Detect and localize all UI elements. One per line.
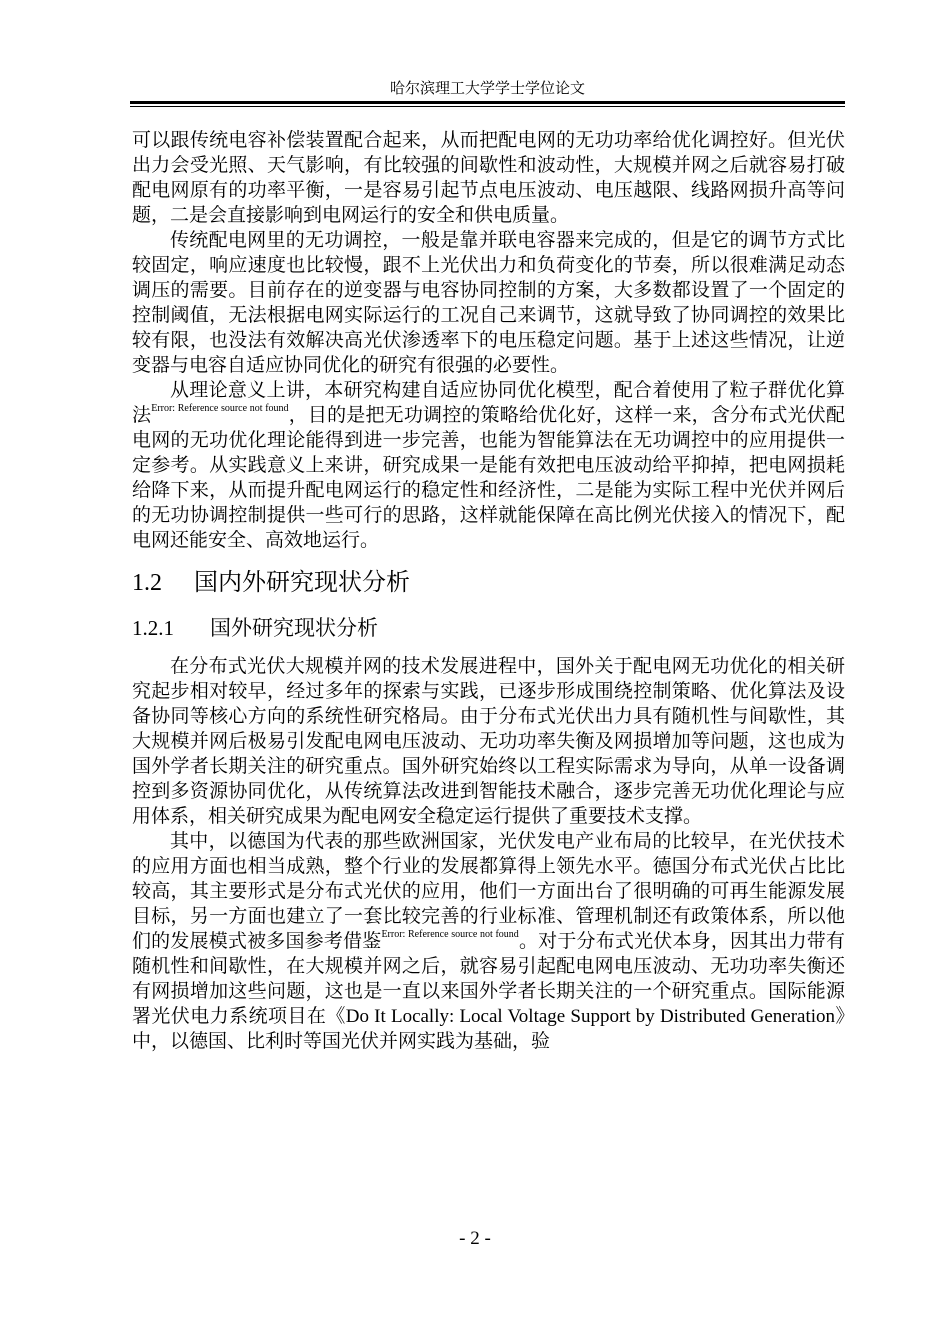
body-text (132, 128, 845, 1054)
report-title: Do It Locally: Local Voltage Support by Distributed Generation (345, 1006, 836, 1027)
paragraph-text: 其中，以德国为代表的那些欧洲国家，光伏发电产业布局的比较早，在光伏技术的应用方面也相当成熟，整个行业的发展都算得上领先水平。德国分布式光伏占比比较高，其主要形式是分布式光伏的应用，他们一方面出台了很明确的可再生能源发展目标，另一方面也建立了一套比较完善的行业标准、管理机制还有政策体系，所以他们的发展模式被多国参考借鉴 (132, 830, 845, 952)
paragraph-text: 从理论意义上讲，本研究构建自适应协同优化模型，配合着使用了粒子群优化算法 (132, 379, 845, 426)
subsection-title: 国外研究现状分析 (210, 616, 378, 640)
running-header: 哈尔滨理工大学学士学位论文 (389, 79, 585, 97)
paragraph (132, 829, 845, 1054)
paragraph: 传统配电网里的无功调控，一般是靠并联电容器来完成的，但是它的调节方式比较固定，响应速度也比较慢，跟不上光伏出力和负荷变化的节奏，所以很难满足动态调压的需要。目前存在的逆变器与电容协同控制的方案，大多数都设置了一个固定的控制阈值，无法根据电网实际运行的工况自己来调节，这就导致了协同调控的效果比较有限，也没法有效解决高光伏渗透率下的电压稳定问题。基于上述这些情况，让逆变器与电容自适应协同优化的研究有很强的必要性。 (132, 229, 845, 376)
header-rule-thick (130, 101, 845, 104)
paragraph: 在分布式光伏大规模并网的技术发展进程中，国外关于配电网无功优化的相关研究起步相对较早，经过多年的探索与实践，已逐步形成围绕控制策略、优化算法及设备协同等核心方向的系统性研究格局。由于分布式光伏出力具有随机性与间歇性，其大规模并网后极易引发配电网电压波动、无功功率失衡及网损增加等问题，这也成为国外学者长期关注的研究重点。国外研究始终以工程实际需求为导向，从单一设备调控到多资源协同优化，从传统算法改进到智能技术融合，逐步完善无功优化理论与应用体系，相关研究成果为配电网安全稳定运行提供了重要技术支撑。 (132, 655, 845, 827)
reference-error: Error: Reference source not found (151, 403, 289, 414)
page-number: - 2 - (459, 1228, 491, 1249)
paragraph-text: ，目的是把无功调控的策略给优化好，这样一来，含分布式光伏配电网的无功优化理论能得到进一步完善，也能为智能算法在无功调控中的应用提供一定参考。从实践意义上来讲，研究成果一是能有效把电压波动给平抑掉，把电网损耗给降下来，从而提升配电网运行的稳定性和经济性，二是能为实际工程中光伏并网后的无功协调控制提供一些可行的思路，这样就能保障在高比例光伏接入的情况下，配电网还能安全、高效地运行。 (132, 404, 845, 551)
paragraph-text: 》中，以德国、比利时等国光伏并网实践为基础，验 (132, 1005, 845, 1052)
subsection-number: 1.2.1 (132, 616, 174, 640)
header-rule-thin (130, 106, 845, 107)
section-title: 国内外研究现状分析 (194, 568, 410, 596)
paragraph: 可以跟传统电容补偿装置配合起来，从而把配电网的无功功率给优化调控好。但光伏出力会受光照、天气影响，有比较强的间歇性和波动性，大规模并网之后就容易打破配电网原有的功率平衡，一是容易引起节点电压波动、电压越限、线路网损升高等问题，二是会直接影响到电网运行的安全和供电质量。 (132, 129, 845, 226)
paragraph (132, 378, 845, 553)
section-number: 1.2 (132, 570, 162, 596)
subsection-heading (132, 614, 845, 642)
section-heading (132, 567, 845, 598)
reference-error: Error: Reference source not found (381, 929, 519, 940)
paragraph-text: 。对于分布式光伏本身，因其出力带有随机性和间歇性，在大规模并网之后，就容易引起配电网电压波动、无功功率失衡还有网损增加这些问题，这也是一直以来国外学者长期关注的一个研究重点。国际能源署光伏电力系统项目在《 (132, 930, 845, 1027)
